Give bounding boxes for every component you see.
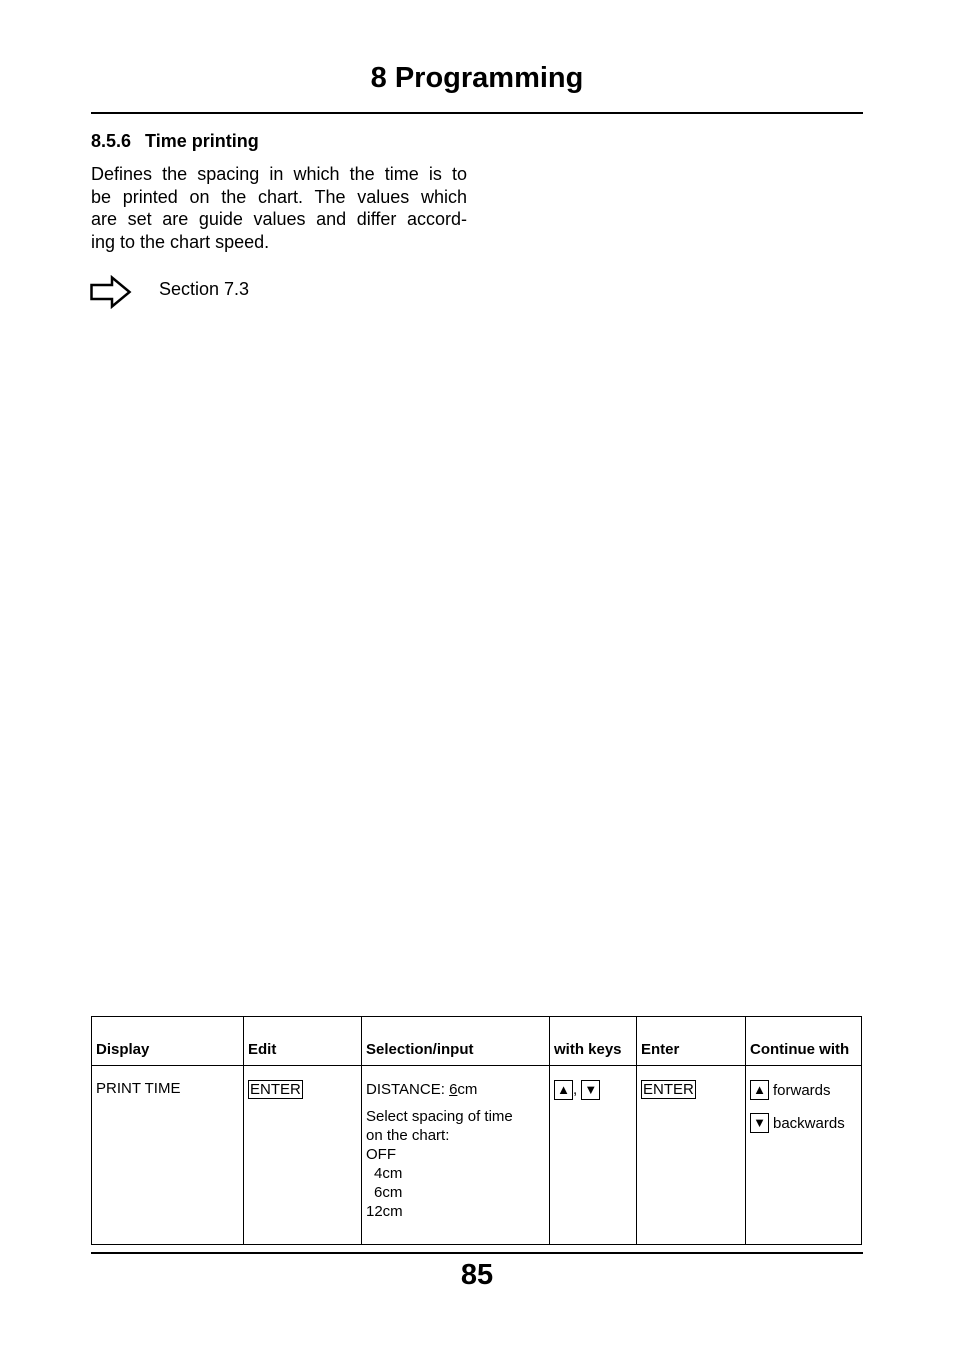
selection-hint: Select spacing of time [366, 1108, 513, 1125]
up-arrow-key-icon[interactable]: ▲ [750, 1080, 769, 1100]
enter-key[interactable]: ENTER [250, 1081, 301, 1098]
keys-cell [550, 1066, 637, 1245]
table-header-row [92, 1017, 862, 1066]
programming-table [91, 1016, 862, 1245]
option-12cm: 12cm [366, 1203, 403, 1220]
column-header: Enter [637, 1017, 746, 1066]
up-arrow-key-icon[interactable]: ▲ [554, 1080, 573, 1100]
edit-cell [244, 1066, 362, 1245]
option-6cm: 6cm [374, 1184, 403, 1201]
section-heading [91, 131, 259, 152]
page-title: 8 Programming [370, 62, 584, 94]
description-line: are set are guide values and differ accord- [91, 209, 467, 229]
selection-hint: on the chart: [366, 1127, 450, 1144]
continue-forwards [750, 1080, 857, 1100]
section-title: Time printing [145, 131, 259, 151]
down-arrow-key-icon[interactable]: ▼ [750, 1113, 769, 1133]
distance-unit: cm [457, 1081, 478, 1098]
enter-key[interactable]: ENTER [643, 1081, 694, 1098]
description-line: ing to the chart speed. [91, 231, 270, 252]
column-header: with keys [550, 1017, 637, 1066]
column-header: Continue with [746, 1017, 862, 1066]
column-header: Selection/input [362, 1017, 550, 1066]
option-off: OFF [366, 1146, 396, 1163]
backwards-label: backwards [773, 1114, 845, 1132]
description-line: Defines the spacing in which the time is to [91, 164, 467, 184]
right-arrow-icon [90, 275, 132, 314]
display-text: PRINT TIME [96, 1080, 181, 1097]
enter-cell [637, 1066, 746, 1245]
continue-cell [746, 1066, 862, 1245]
continue-backwards [750, 1113, 857, 1133]
table-row [92, 1066, 862, 1245]
distance-value: 6 [449, 1081, 458, 1098]
column-header: Edit [244, 1017, 362, 1066]
down-arrow-key-icon[interactable]: ▼ [581, 1080, 600, 1100]
column-header: Display [92, 1017, 244, 1066]
footer-rule [91, 1252, 863, 1254]
selection-cell [362, 1066, 550, 1245]
option-4cm: 4cm [374, 1165, 403, 1182]
display-cell [92, 1066, 244, 1245]
section-number: 8.5.6 [91, 131, 132, 151]
section-reference-link[interactable]: Section 7.3 [159, 279, 250, 299]
key-separator: , [573, 1080, 578, 1098]
section-description [91, 163, 467, 253]
description-line: be printed on the chart. The values which [91, 186, 467, 207]
page-number: 85 [460, 1259, 494, 1291]
distance-setting: DISTANCE: 6cm [366, 1081, 478, 1098]
forwards-label: forwards [773, 1081, 831, 1099]
header-rule [91, 112, 863, 114]
